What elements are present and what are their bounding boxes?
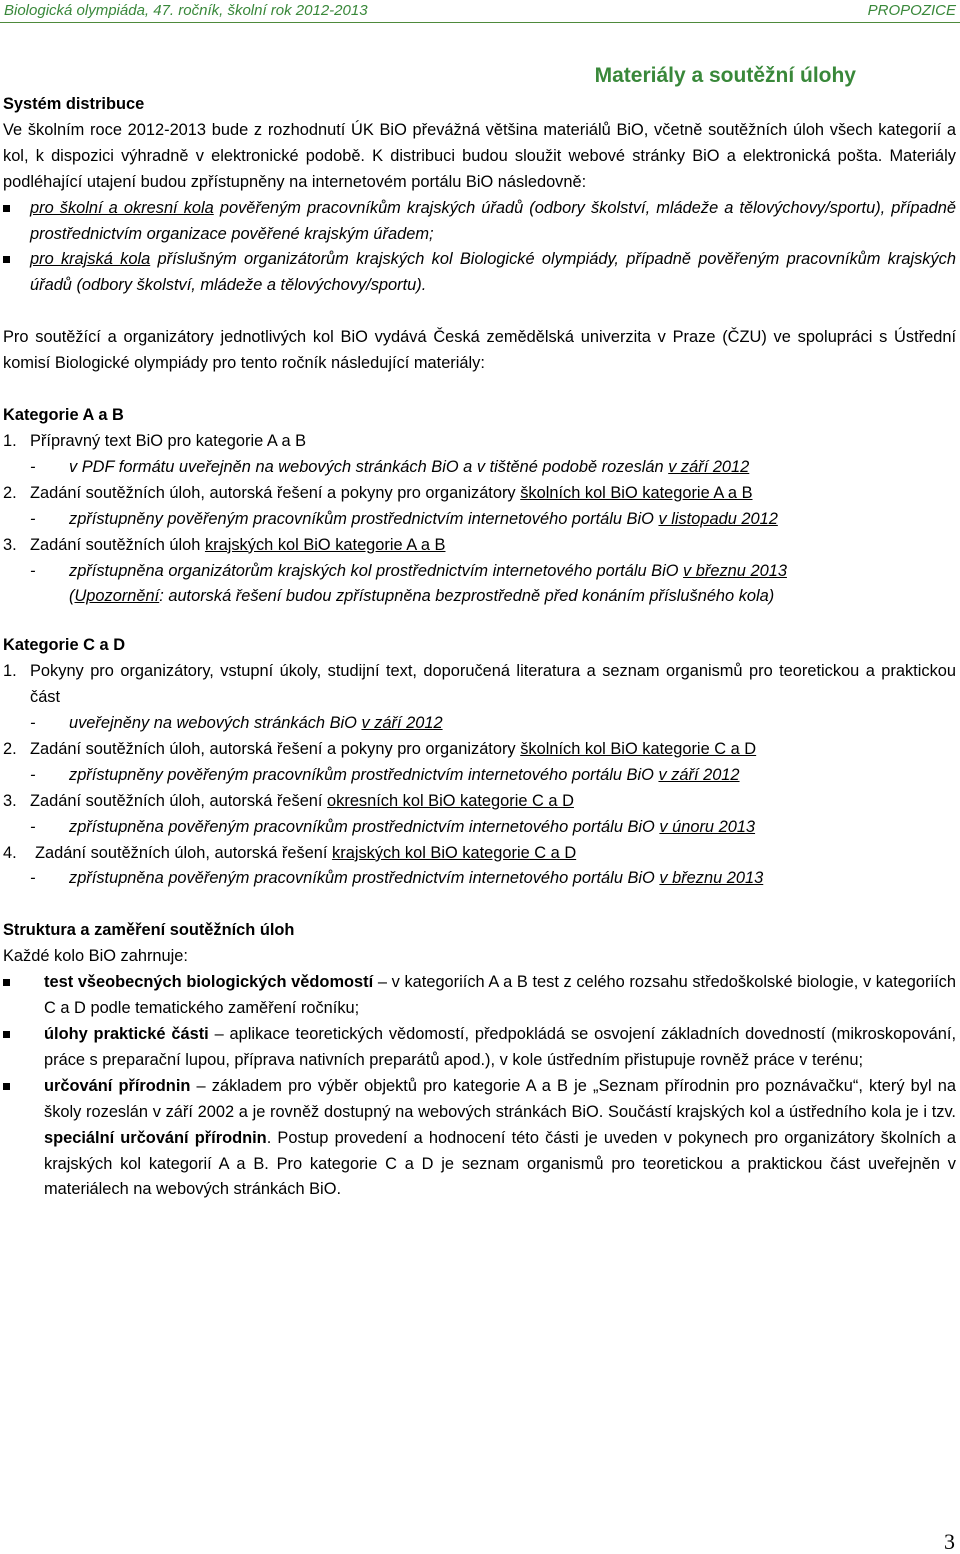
- section-heading-cat-cd: Kategorie C a D: [3, 636, 126, 655]
- list-item: [3, 455, 956, 481]
- list-item: [3, 1022, 956, 1074]
- list-item: [3, 841, 956, 867]
- bullet-text: . Postup provedení a hodnocení této části je uveden v pokynech pro organizátory školních a krajských kol kategorií A a B. Pro kategorie C a D je seznam organismů pro teoretickou a praktickou část uveřejněn v materiálech na webových stránkách BiO.: [44, 1128, 956, 1199]
- bullet-square-icon: [3, 1031, 10, 1038]
- publisher-paragraph: Pro soutěžící a organizátory jednotlivých kol BiO vydává Česká zemědělská univerzita v Praze (ČZU) ve spolupráci s Ústřední komisí Biologické olympiády pro tento ročník následující materiály:: [3, 328, 956, 373]
- list-item: [3, 711, 956, 737]
- item-date: v listopadu 2012: [658, 509, 778, 528]
- list-item: [3, 866, 956, 892]
- warning-label: Upozornění: [74, 587, 160, 606]
- list-item: [3, 1074, 956, 1204]
- item-number: 3.: [3, 791, 17, 810]
- warning-note: (Upozornění: autorská řešení budou zpřístupněna bezprostředně před konáním příslušného kola): [69, 587, 775, 606]
- bullet-text: příslušným organizátorům krajských kol Biologické olympiády, případně pověřeným pracovníkům krajských úřadů (odbory školství, mládeže a tělovýchovy/sportu).: [30, 250, 956, 295]
- page-header: [0, 0, 960, 23]
- item-number: 2.: [3, 739, 17, 758]
- page-number: 3: [944, 1529, 955, 1554]
- bullet-underlined-text: pro krajská kola: [30, 250, 151, 269]
- item-underlined-text: školních kol BiO kategorie C a D: [520, 739, 757, 758]
- header-left-text: Biologická olympiáda, 47. ročník, školní rok 2012-2013: [4, 2, 368, 19]
- section-heading-structure: Struktura a zaměření soutěžních úloh: [3, 921, 295, 940]
- item-text: Zadání soutěžních úloh: [30, 535, 205, 554]
- list-item: [3, 815, 956, 841]
- distribution-paragraph: Ve školním roce 2012-2013 bude z rozhodnutí ÚK BiO převážná většina materiálů BiO, včetně soutěžních úloh všech kategorií a kol, k dispozici výhradně v elektronické podobě. K distribuci budou sloužit webové stránky BiO a elektronická pošta. Materiály podléhající utajení budou zpřístupněny na internetovém portálu BiO následovně:: [3, 120, 956, 191]
- dash-marker: -: [30, 765, 36, 784]
- list-item: [3, 481, 956, 507]
- dash-marker: -: [30, 457, 36, 476]
- list-item: [3, 737, 956, 763]
- bullet-square-icon: [3, 979, 10, 986]
- item-text: zpřístupněna pověřeným pracovníkům prostřednictvím internetového portálu BiO: [69, 817, 660, 836]
- item-number: 1.: [3, 662, 17, 681]
- structure-intro: Každé kolo BiO zahrnuje:: [3, 947, 188, 966]
- bullet-underlined-text: pro školní a okresní kola: [30, 198, 214, 217]
- list-item: [3, 659, 956, 711]
- item-text: Zadání soutěžních úloh, autorská řešení a pokyny pro organizátory: [30, 739, 521, 758]
- item-underlined-text: krajských kol BiO kategorie C a D: [332, 843, 577, 862]
- bullet-square-icon: [3, 1083, 10, 1090]
- item-text: Pokyny pro organizátory, vstupní úkoly, studijní text, doporučená literatura a seznam organismů pro teoretickou a praktickou část: [30, 662, 956, 707]
- dash-marker: -: [30, 714, 36, 733]
- spacer: [3, 299, 956, 325]
- spacer: [3, 610, 956, 633]
- item-text: Zadání soutěžních úloh, autorská řešení: [30, 791, 328, 810]
- bullet-text: pověřeným pracovníkům krajských úřadů (odbory školství, mládeže a tělovýchovy/sportu), případně prostřednictvím organizace pověřené krajským úřadem;: [30, 198, 957, 243]
- item-text: Zadání soutěžních úloh, autorská řešení a pokyny pro organizátory: [30, 483, 521, 502]
- bullet-square-icon: [3, 205, 10, 212]
- item-date: v březnu 2013: [659, 869, 764, 888]
- spacer: [3, 377, 956, 403]
- bullet-bold-text: speciální určování přírodnin: [44, 1128, 267, 1147]
- item-text: uveřejněny na webových stránkách BiO: [69, 714, 362, 733]
- bullet-text: – aplikace teoretických vědomostí, předpokládá se osvojení základních dovedností (mikroskopování, práce s preparační lupou, příprava nativních preparátů apod.), v kole ústředním přistupuje rovněž práce v terénu;: [44, 1025, 957, 1069]
- item-date: v únoru 2013: [659, 817, 756, 836]
- list-item: [3, 970, 956, 1022]
- warning-text: : autorská řešení budou zpřístupněna bezprostředně před konáním příslušného kola): [159, 587, 775, 606]
- item-text: zpřístupněna pověřeným pracovníkům prostřednictvím internetového portálu BiO: [69, 869, 660, 888]
- list-item: [3, 533, 956, 559]
- item-date: v září 2012: [361, 714, 443, 733]
- dash-marker: -: [30, 869, 36, 888]
- dash-marker: -: [30, 817, 36, 836]
- list-item: [3, 429, 956, 455]
- dash-marker: -: [30, 509, 36, 528]
- item-text: zpřístupněny pověřeným pracovníkům prostřednictvím internetového portálu BiO: [69, 765, 659, 784]
- dash-marker: -: [30, 561, 36, 580]
- list-item: [3, 507, 956, 533]
- list-item: [3, 247, 956, 299]
- item-text: Přípravný text BiO pro kategorie A a B: [30, 431, 307, 450]
- item-date: v březnu 2013: [683, 561, 787, 580]
- item-number: 2.: [3, 483, 17, 502]
- item-text: zpřístupněny pověřeným pracovníkům prostřednictvím internetového portálu BiO: [69, 509, 659, 528]
- item-text: v PDF formátu uveřejněn na webových stránkách BiO a v tištěné podobě rozeslán: [69, 457, 669, 476]
- page-content: [3, 60, 956, 1203]
- list-item: [3, 196, 956, 248]
- section-heading-distribution: Systém distribuce: [3, 95, 145, 113]
- section-heading-cat-ab: Kategorie A a B: [3, 406, 124, 425]
- bullet-square-icon: [3, 256, 10, 263]
- item-number: 3.: [3, 535, 17, 554]
- item-date: v září 2012: [658, 765, 740, 784]
- item-text: Zadání soutěžních úloh, autorská řešení: [35, 843, 333, 862]
- bullet-bold-text: určování přírodnin: [44, 1076, 191, 1095]
- item-text: zpřístupněna organizátorům krajských kol prostřednictvím internetového portálu BiO: [69, 561, 684, 580]
- item-number: 4.: [3, 843, 17, 862]
- item-underlined-text: okresních kol BiO kategorie C a D: [327, 791, 574, 810]
- bullet-bold-text: úlohy praktické části: [44, 1025, 209, 1043]
- bullet-bold-text: test všeobecných biologických vědomostí: [44, 973, 374, 992]
- item-underlined-text: krajských kol BiO kategorie A a B: [204, 535, 446, 554]
- spacer: [3, 892, 956, 918]
- header-right-text: PROPOZICE: [867, 2, 956, 19]
- list-item: [3, 763, 956, 789]
- item-date: v září 2012: [668, 457, 750, 476]
- list-item: [3, 559, 956, 585]
- item-underlined-text: školních kol BiO kategorie A a B: [520, 483, 753, 502]
- page-title: Materiály a soutěžní úlohy: [594, 64, 856, 87]
- bullet-text: – základem pro výběr objektů pro kategorie A a B je „Seznam přírodnin pro poznávačku“, který byl na školy rozeslán v září 2002 a je rovněž dostupný na webových stránkách BiO. Součástí krajských kol a ústředního kola je i tzv.: [44, 1076, 957, 1121]
- list-item: [3, 789, 956, 815]
- bullet-text: – v kategoriích A a B test z celého rozsahu středoškolské biologie, v kategoriích C a D podle tematického zaměření ročníku;: [44, 973, 956, 1018]
- item-number: 1.: [3, 431, 17, 450]
